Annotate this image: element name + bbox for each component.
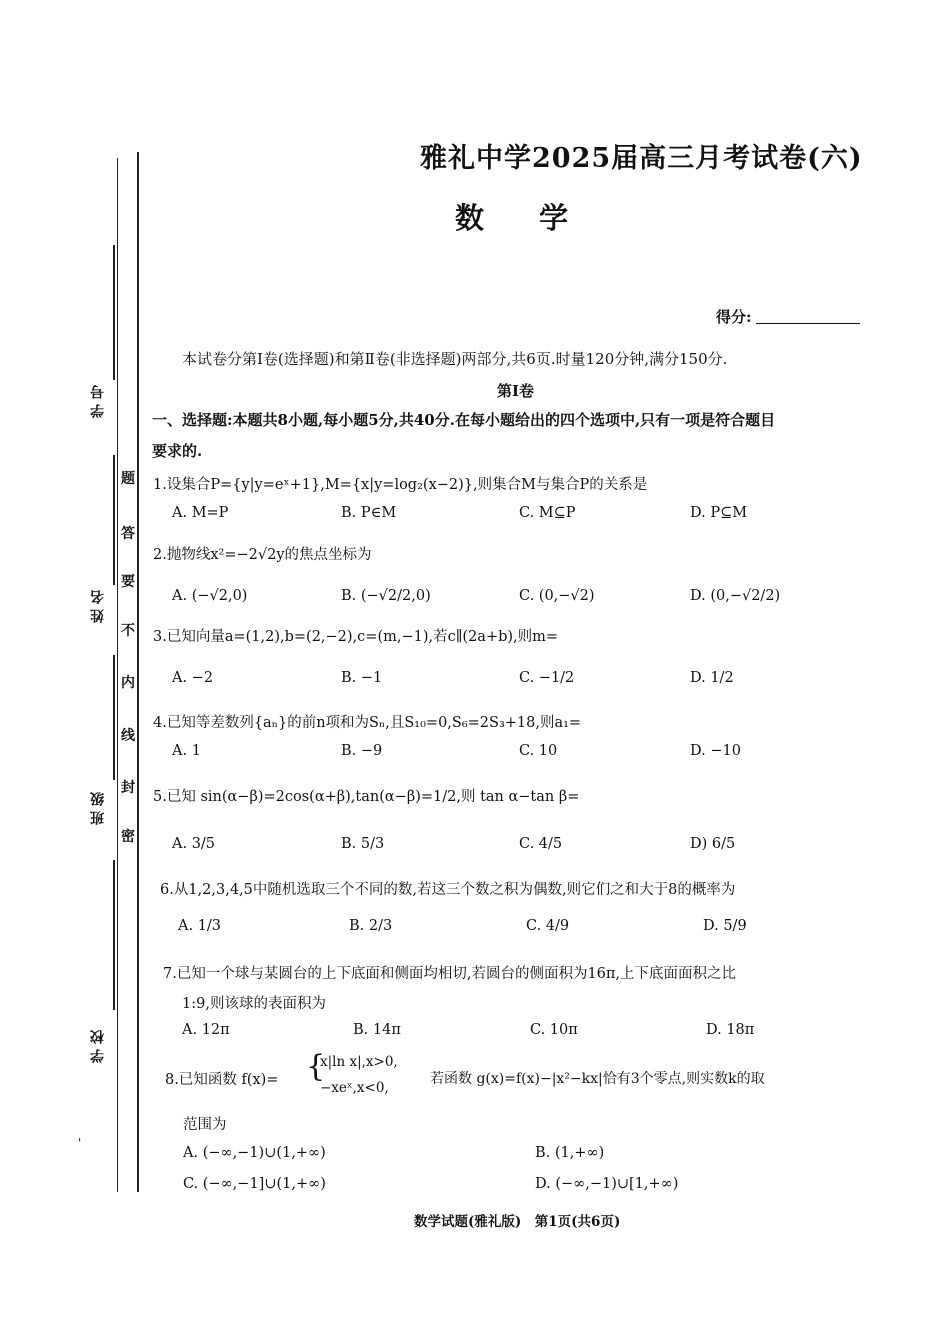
q7-option-c: C. 10π xyxy=(530,1022,578,1038)
school-label: 学 校 xyxy=(90,1030,106,1063)
q1-option-d: D. P⊆M xyxy=(690,505,748,521)
volume-heading: 第Ⅰ卷 xyxy=(497,382,535,400)
piecewise-case-1: x|ln x|,x>0, xyxy=(320,1054,398,1070)
q3-option-c: C. −1/2 xyxy=(519,670,575,686)
question-8-cont: 范围为 xyxy=(183,1117,227,1133)
score-label: 得分: xyxy=(716,308,752,326)
student-name-label: 姓 名 xyxy=(90,590,106,623)
q4-option-b: B. −9 xyxy=(341,743,383,759)
subject-title: 数 学 xyxy=(455,201,569,235)
q1-option-c: C. M⊆P xyxy=(519,505,576,521)
stray-mark: ' xyxy=(78,1136,82,1150)
exam-title: 雅礼中学2025届高三月考试卷(六) xyxy=(420,143,863,174)
q7-option-b: B. 14π xyxy=(353,1022,401,1038)
question-6: 6.从1,2,3,4,5中随机选取三个不同的数,若这三个数之积为偶数,则它们之和大于8的概率为 xyxy=(160,882,736,898)
student-id-label: 学 号 xyxy=(90,385,106,418)
question-1: 1.设集合P={y|y=eˣ+1},M={x|y=log₂(x−2)},则集合M与集合P的关系是 xyxy=(153,477,648,493)
exam-intro: 本试卷分第Ⅰ卷(选择题)和第Ⅱ卷(非选择题)两部分,共6页.时量120分钟,满分150分. xyxy=(182,350,728,368)
question-2: 2.抛物线x²=−2√2y的焦点坐标为 xyxy=(153,547,372,563)
q5-option-d: D) 6/5 xyxy=(690,836,736,852)
question-5: 5.已知 sin(α−β)=2cos(α+β),tan(α−β)=1/2,则 tan α−tan β= xyxy=(153,789,580,805)
question-7-cont: 1:9,则该球的表面积为 xyxy=(182,996,326,1012)
q5-option-a: A. 3/5 xyxy=(172,836,216,852)
q1-option-b: B. P∈M xyxy=(341,505,397,521)
brace-icon: { xyxy=(306,1049,326,1084)
question-8: 8.已知函数 f(x)= xyxy=(165,1072,279,1088)
q4-option-d: D. −10 xyxy=(690,743,741,759)
class-label: 班 级 xyxy=(90,792,106,825)
q6-option-b: B. 2/3 xyxy=(349,918,393,934)
q8-option-d: D. (−∞,−1)∪[1,+∞) xyxy=(535,1176,679,1192)
name-underline xyxy=(113,455,115,585)
question-8-tail: 若函数 g(x)=f(x)−|x²−kx|恰有3个零点,则实数k的取 xyxy=(430,1071,765,1087)
margin-solid-line xyxy=(137,152,139,1192)
q6-option-a: A. 1/3 xyxy=(178,918,222,934)
q7-option-a: A. 12π xyxy=(182,1022,230,1038)
q4-option-a: A. 1 xyxy=(172,743,201,759)
q8-option-b: B. (1,+∞) xyxy=(535,1145,605,1161)
page-footer: 数学试题(雅礼版) 第1页(共6页) xyxy=(414,1214,621,1230)
q8-option-c: C. (−∞,−1]∪(1,+∞) xyxy=(183,1176,326,1192)
school-underline xyxy=(113,860,115,1010)
q1-option-a: A. M=P xyxy=(172,505,229,521)
q5-option-b: B. 5/3 xyxy=(341,836,385,852)
score-field[interactable] xyxy=(716,306,860,327)
q8-option-a: A. (−∞,−1)∪(1,+∞) xyxy=(183,1145,326,1161)
question-3: 3.已知向量a=(1,2),b=(2,−2),c=(m,−1),若c∥(2a+b),则m= xyxy=(153,629,559,645)
q2-option-c: C. (0,−√2) xyxy=(519,588,595,604)
q3-option-b: B. −1 xyxy=(341,670,383,686)
q4-option-c: C. 10 xyxy=(519,743,558,759)
q6-option-d: D. 5/9 xyxy=(703,918,747,934)
class-underline xyxy=(113,655,115,780)
piecewise-case-2: −xeˣ,x<0, xyxy=(320,1080,389,1096)
q3-option-a: A. −2 xyxy=(172,670,214,686)
q3-option-d: D. 1/2 xyxy=(690,670,734,686)
q5-option-c: C. 4/5 xyxy=(519,836,563,852)
section-heading-cont: 要求的. xyxy=(152,442,203,460)
question-7: 7.已知一个球与某圆台的上下底面和侧面均相切,若圆台的侧面积为16π,上下底面面积之比 xyxy=(163,966,737,982)
q6-option-c: C. 4/9 xyxy=(526,918,570,934)
id-underline xyxy=(113,245,115,380)
margin-dashed-line xyxy=(117,158,118,1192)
section-heading: 一、选择题:本题共8小题,每小题5分,共40分.在每小题给出的四个选项中,只有一项是符合题目 xyxy=(152,411,776,429)
q2-option-a: A. (−√2,0) xyxy=(172,588,248,604)
score-blank[interactable] xyxy=(756,323,860,324)
q2-option-d: D. (0,−√2/2) xyxy=(690,588,781,604)
q7-option-d: D. 18π xyxy=(706,1022,755,1038)
q2-option-b: B. (−√2/2,0) xyxy=(341,588,431,604)
question-4: 4.已知等差数列{aₙ}的前n项和为Sₙ,且S₁₀=0,S₆=2S₃+18,则a₁= xyxy=(153,715,582,731)
